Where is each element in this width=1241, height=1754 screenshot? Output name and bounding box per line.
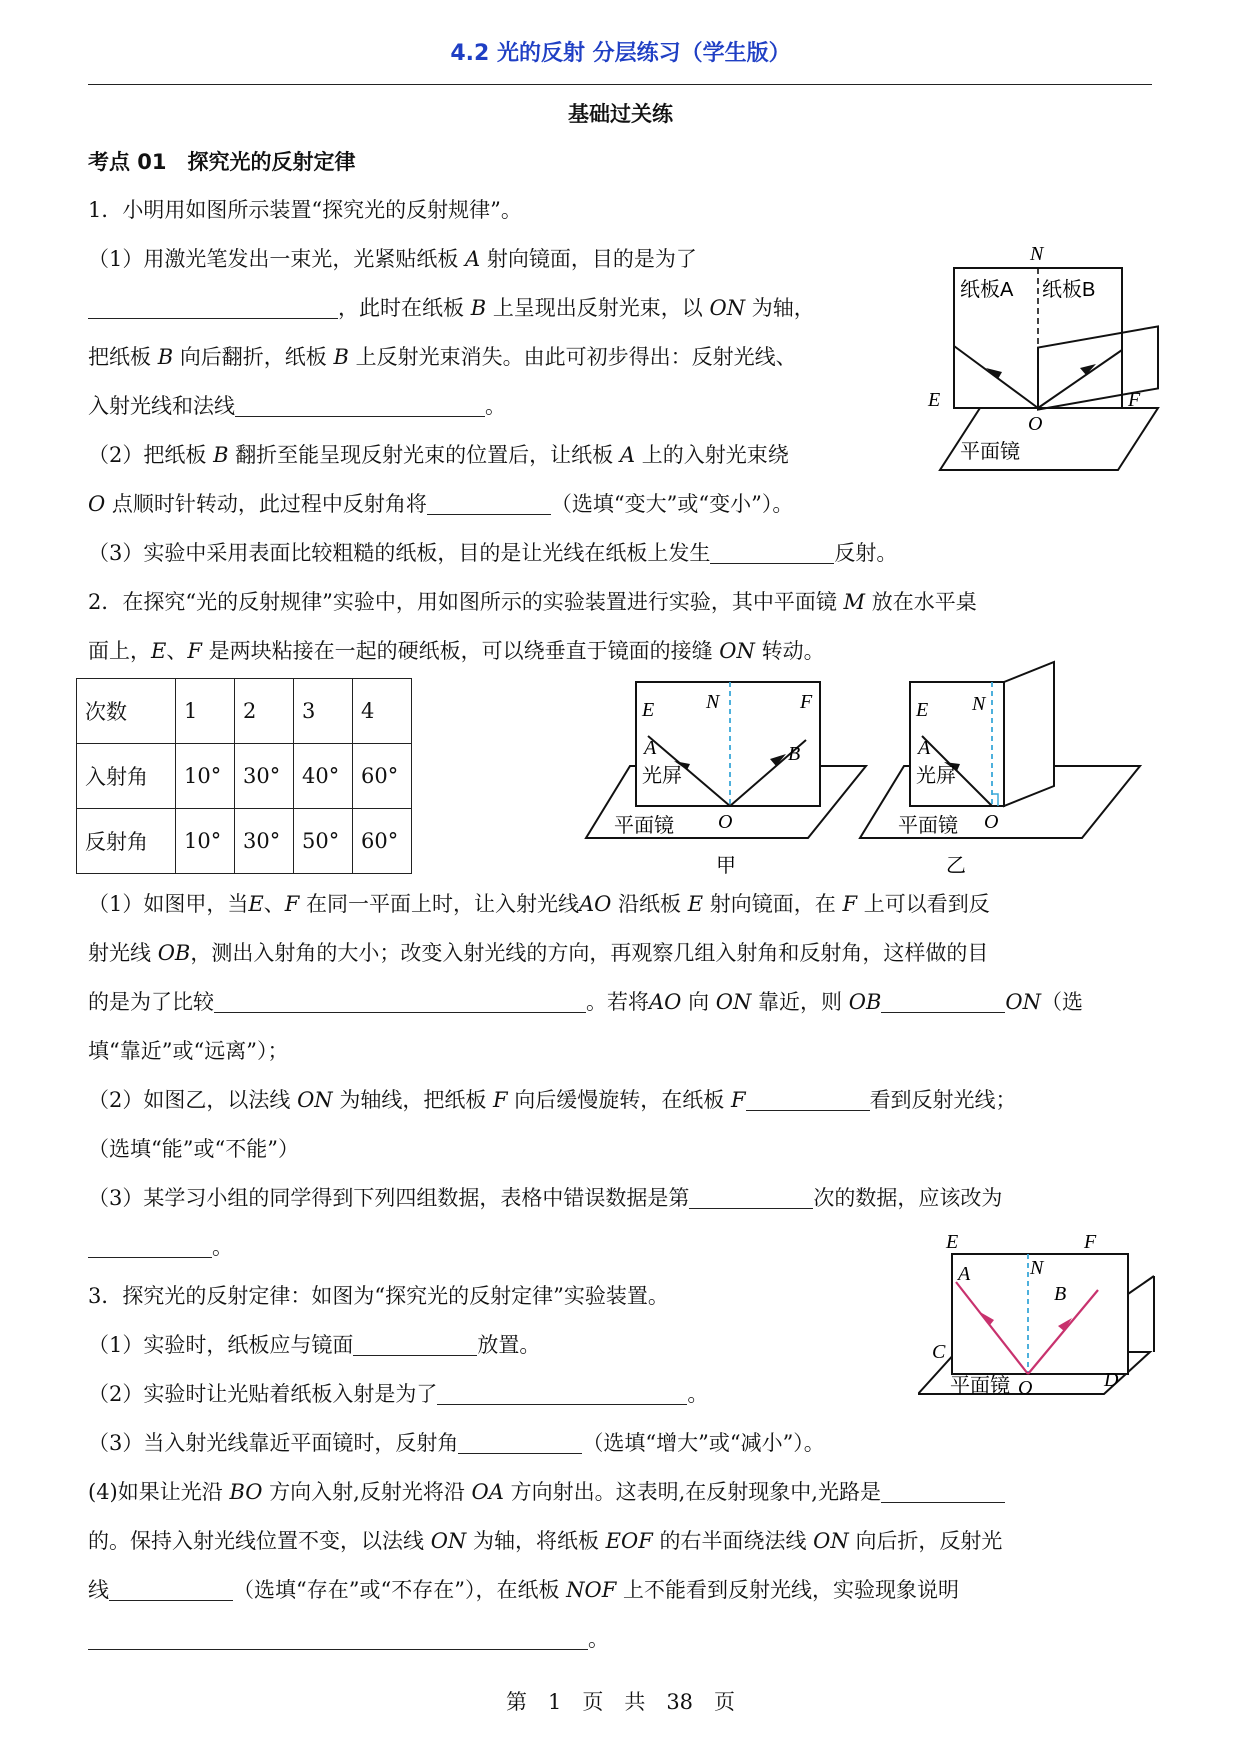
fig-label: 平面镜 [950,1375,1010,1397]
answer-blank[interactable] [353,1333,477,1356]
q2-a-line-1: （1）如图甲，当E、F 在同一平面上时，让入射光线AO 沿纸板 E 射向镜面，在 F 上可以看到反 [88,892,990,916]
fig-label: O [1028,413,1043,435]
answer-blank[interactable] [427,492,551,515]
q2-line-2: 面上，E、F 是两块粘接在一起的硬纸板，可以绕垂直于镜面的接缝 ON 转动。 [88,639,825,663]
fig-label: 光屏 [642,765,682,787]
fig-label: B [788,743,801,765]
q2-b-line-2: （选填“能”或“不能”） [88,1137,299,1161]
answer-blank[interactable] [235,394,485,417]
answer-blank[interactable] [458,1431,582,1454]
table-cell: 30° [235,809,294,874]
fig-label: A [958,1263,971,1285]
fig-label: N [1030,243,1044,265]
q2-c-line-1: （3）某学习小组的同学得到下列四组数据，表格中错误数据是第 次的数据，应该改为 [88,1186,1003,1210]
fig-label: A [644,737,657,759]
fig-label: N [972,693,986,715]
q3-line-6: 线 （选填“存在”或“不存在”），在纸板 NOF 上不能看到反射光线，实验现象说明 [88,1578,959,1602]
answer-blank[interactable] [214,990,586,1013]
fig-label: E [946,1232,959,1253]
q1-stem: 1．小明用如图所示装置“探究光的反射规律”。 [88,198,522,222]
fig-label: F [800,691,813,713]
table-cell: 次数 [77,679,176,744]
answer-blank[interactable] [746,1088,870,1111]
answer-blank[interactable] [88,1235,212,1258]
q2-a-line-3: 的是为了比较 。若将AO 向 ON 靠近，则 OB ON（选 [88,990,1083,1014]
fig-label: D [1104,1369,1119,1391]
table-row [77,809,412,874]
table-cell: 3 [294,679,353,744]
fig-label: B [1054,1283,1067,1305]
q1-line-2: ，此时在纸板 B 上呈现出反射光束，以 ON 为轴， [88,294,815,322]
fig-label: 纸板A [960,279,1014,301]
q1-line-3: 把纸板 B 向后翻折，纸板 B 上反射光束消失。由此可初步得出：反射光线、 [88,345,797,369]
fig-label: 光屏 [916,765,956,787]
table-row [77,679,412,744]
fig-label: N [1030,1257,1044,1279]
fig-caption: 乙 [946,855,966,876]
data-table [76,678,412,874]
table-cell: 入射角 [77,744,176,809]
knowledge-point-heading: 考点 01 探究光的反射定律 [88,150,356,174]
answer-blank[interactable] [88,1627,588,1650]
page-footer: 第 1 页 共 38 页 [505,1690,736,1714]
q3-line-3: （3）当入射光线靠近平面镜时，反射角 （选填“增大”或“减小”）。 [88,1431,825,1455]
fig-label: E [916,699,929,721]
table-cell: 30° [235,744,294,809]
q1-line-7: （3）实验中采用表面比较粗糙的纸板，目的是让光线在纸板上发生 反射。 [88,541,898,565]
table-cell: 1 [176,679,235,744]
q2-a-line-2: 射光线 OB，测出入射角的大小；改变入射光线的方向，再观察几组入射角和反射角，这样做的目 [88,941,989,965]
figure-jia [584,676,874,876]
q1-line-1: （1）用激光笔发出一束光，光紧贴纸板 A 射向镜面，目的是为了 [88,247,697,271]
table-cell: 4 [353,679,412,744]
q3-line-4: (4)如果让光沿 BO 方向入射,反射光将沿 OA 方向射出。这表明,在反射现象中,光路是 [88,1478,1005,1506]
q3-line-1: （1）实验时，纸板应与镜面 放置。 [88,1333,541,1357]
fig-caption: 甲 [716,855,736,876]
fig-label: O [1018,1377,1033,1399]
fig-label: N [706,691,720,713]
fig-label: O [984,811,999,833]
fig-label: 纸板B [1042,279,1096,301]
fig-label: O [718,811,733,833]
table-cell: 反射角 [77,809,176,874]
fig-label: F [1128,389,1141,411]
figure-yi [858,660,1148,876]
q3-line-5: 的。保持入射光线位置不变，以法线 ON 为轴，将纸板 EOF 的右半面绕法线 ON 向后折，反射光 [88,1529,1003,1553]
table-row [77,744,412,809]
answer-blank[interactable] [881,1480,1005,1503]
answer-blank[interactable] [710,541,834,564]
q1-line-5: （2）把纸板 B 翻折至能呈现反射光束的位置后，让纸板 A 上的入射光束绕 [88,443,789,467]
fig-label: F [1084,1232,1097,1253]
table-cell: 10° [176,744,235,809]
page-title: 4.2 光的反射 分层练习（学生版） [450,41,791,66]
q3-line-2: （2）实验时让光贴着纸板入射是为了 。 [88,1382,709,1406]
q3-stem: 3．探究光的反射定律：如图为“探究光的反射定律”实验装置。 [88,1284,669,1308]
table-cell: 10° [176,809,235,874]
q2-a-line-4: 填“靠近”或“远离”）； [88,1039,289,1063]
q3-line-7: 。 [88,1625,609,1653]
fig-label: 平面镜 [898,815,958,837]
answer-blank[interactable] [109,1578,233,1601]
fig-label: E [642,699,655,721]
table-cell: 60° [353,744,412,809]
fig-label: 平面镜 [960,441,1020,463]
section-heading: 基础过关练 [568,102,673,126]
fig-label: 平面镜 [614,815,674,837]
answer-blank[interactable] [689,1186,813,1209]
table-cell: 40° [294,744,353,809]
q2-b-line-1: （2）如图乙，以法线 ON 为轴线，把纸板 F 向后缓慢旋转，在纸板 F 看到反射光线； [88,1088,1017,1112]
answer-blank[interactable] [881,990,1005,1013]
q3-figure [918,1232,1158,1404]
q1-line-6: O 点顺时针转动，此过程中反射角将 （选填“变大”或“变小”）。 [88,492,794,516]
fig-label: E [928,389,941,411]
answer-blank[interactable] [88,296,338,319]
q2-c-line-2: 。 [88,1233,233,1261]
q1-line-4: 入射光线和法线 。 [88,394,506,418]
q2-line-1: 2．在探究“光的反射规律”实验中，用如图所示的实验装置进行实验，其中平面镜 M 放在水平桌 [88,590,977,614]
table-cell: 60° [353,809,412,874]
fig-label: A [918,737,931,759]
q1-figure [922,238,1172,478]
table-cell: 50° [294,809,353,874]
fig-label: C [932,1341,946,1363]
table-cell: 2 [235,679,294,744]
header-rule [88,84,1152,85]
answer-blank[interactable] [437,1382,687,1405]
